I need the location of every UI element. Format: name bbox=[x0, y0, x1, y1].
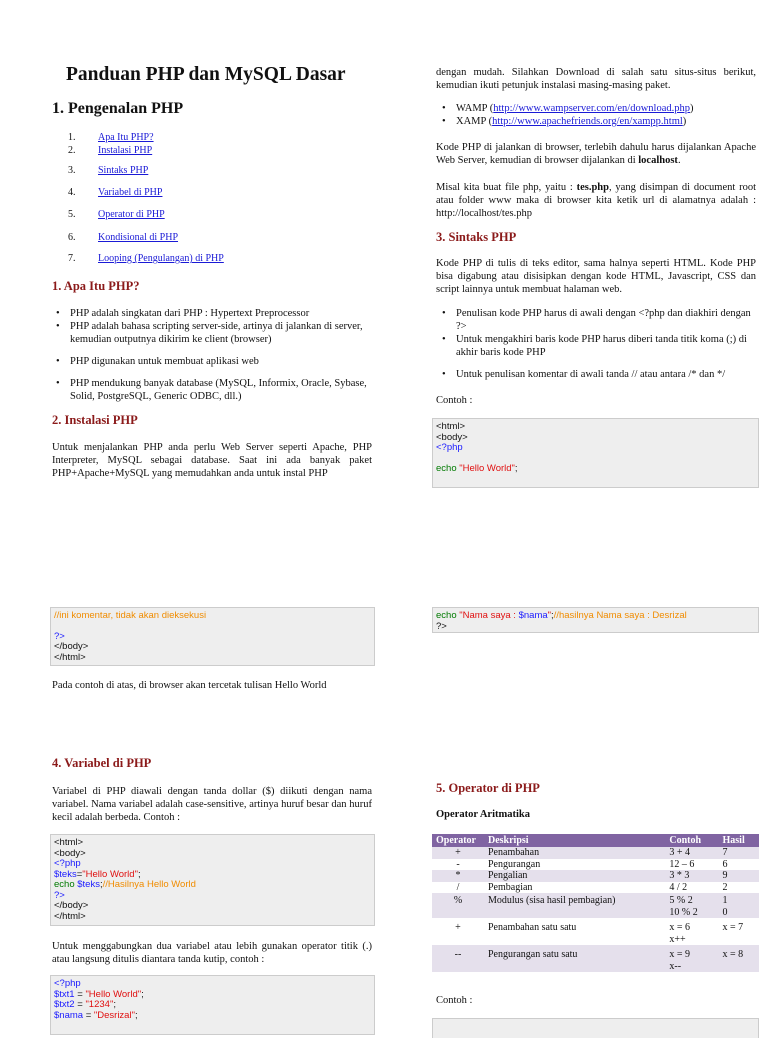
list-item: • PHP adalah singkatan dari PHP : Hypertext Preprocessor bbox=[52, 307, 374, 320]
toc-link[interactable]: Instalasi PHP bbox=[98, 145, 153, 156]
code-block-gabung: <?php $txt1 = "Hello World"; $txt2 = "1234"; $nama = "Desrizal"; bbox=[50, 975, 375, 1035]
list-item: • Untuk penulisan komentar di awali tanda // atau antara /* dan */ bbox=[438, 368, 758, 381]
sintaks-bullets bbox=[438, 307, 758, 381]
instalasi-paragraph: Untuk menjalankan PHP anda perlu Web Server seperti Apache, PHP Interpreter, MySQL sebagai database. Saat ini ada banyak paket PHP+Apache+MySQL yang memudahkan anda untuk instal PHP bbox=[52, 442, 372, 479]
toc-link[interactable]: Looping (Pengulangan) di PHP bbox=[98, 253, 224, 264]
list-item: • PHP digunakan untuk membuat aplikasi web bbox=[52, 355, 374, 368]
toc-item[interactable]: 1. Apa Itu PHP? bbox=[68, 132, 154, 143]
toc-item[interactable]: 2. Instalasi PHP bbox=[68, 145, 153, 156]
code-block-nama: echo "Nama saya : $nama";//hasilnya Nama saya : Desrizal ?> bbox=[432, 607, 759, 633]
toc-item[interactable]: 6. Kondisional di PHP bbox=[68, 232, 179, 243]
column-header: Hasil bbox=[719, 834, 760, 847]
wamp-link[interactable]: http://www.wampserver.com/en/download.php bbox=[493, 103, 690, 114]
xamp-link[interactable]: http://www.apachefriends.org/en/xampp.html bbox=[492, 116, 683, 127]
toc-item[interactable]: 4. Variabel di PHP bbox=[68, 187, 163, 198]
heading-sintaks-php: 3. Sintaks PHP bbox=[436, 230, 517, 244]
heading-apa-itu-php: 1. Apa Itu PHP? bbox=[52, 279, 140, 293]
toc-link[interactable]: Sintaks PHP bbox=[98, 165, 149, 176]
list-item: • WAMP (http://www.wampserver.com/en/download.php) bbox=[438, 102, 758, 115]
section-heading-pengenalan: 1. Pengenalan PHP bbox=[52, 100, 184, 117]
column-header: Deskripsi bbox=[484, 834, 665, 847]
apa-itu-bullets bbox=[52, 307, 374, 403]
toc-item[interactable]: 5. Operator di PHP bbox=[68, 209, 165, 220]
code-block-variabel: <html> <body> <?php $teks="Hello World"; echo $teks;//Hasilnya Hello World ?> </body> </html> bbox=[50, 834, 375, 926]
operator-table bbox=[432, 834, 759, 972]
contoh-label: Contoh : bbox=[436, 395, 473, 406]
list-item: • PHP mendukung banyak database (MySQL, Informix, Oracle, Sybase, Solid, PostgreSQL, Generic ODBC, dll.) bbox=[52, 377, 374, 403]
table-row: - Pengurangan 12 – 6 6 bbox=[432, 859, 759, 871]
heading-instalasi-php: 2. Instalasi PHP bbox=[52, 413, 138, 427]
contoh-label-operator: Contoh : bbox=[436, 995, 473, 1006]
table-row: / Pembagian 4 / 2 2 bbox=[432, 882, 759, 894]
toc-item[interactable]: 7. Looping (Pengulangan) di PHP bbox=[68, 253, 224, 264]
toc-link[interactable]: Operator di PHP bbox=[98, 209, 165, 220]
toc-link[interactable]: Variabel di PHP bbox=[98, 187, 163, 198]
contoh-result-text: Pada contoh di atas, di browser akan tercetak tulisan Hello World bbox=[52, 680, 327, 691]
toc-item[interactable]: 3. Sintaks PHP bbox=[68, 165, 149, 176]
instalasi-paragraph-3: Misal kita buat file php, yaitu : tes.php, yang disimpan di document root atau folder www maka di browser kita ketik url di alamatnya adalah : http://localhost/tes.php bbox=[436, 182, 756, 219]
instalasi-paragraph-cont: dengan mudah. Silahkan Download di salah satu situs-situs berikut, kemudian ikuti petunjuk instalasi masing-masing paket. bbox=[436, 67, 756, 91]
table-row: + Penambahan 3 + 4 7 bbox=[432, 847, 759, 859]
table-row: + Penambahan satu satu x = 6 x++ x = 7 bbox=[432, 918, 759, 945]
toc-link[interactable]: Apa Itu PHP? bbox=[98, 132, 154, 143]
list-item: • Penulisan kode PHP harus di awali dengan <?php dan diakhiri dengan ?> bbox=[438, 307, 758, 333]
heading-operator-php: 5. Operator di PHP bbox=[436, 781, 540, 795]
variabel-paragraph: Variabel di PHP diawali dengan tanda dollar ($) diikuti dengan nama variabel. Nama variabel adalah case-sensitive, artinya huruf besar dan huruf kecil adalah berbeda. Contoh : bbox=[52, 786, 372, 823]
list-item: • XAMP (http://www.apachefriends.org/en/xampp.html) bbox=[438, 115, 758, 128]
table-row: % Modulus (sisa hasil pembagian) 5 % 2 10 % 2 1 0 bbox=[432, 893, 759, 918]
code-block-hello: <html> <body> <?php echo "Hello World"; bbox=[432, 418, 759, 488]
heading-variabel-php: 4. Variabel di PHP bbox=[52, 756, 152, 770]
code-block-end: //ini komentar, tidak akan dieksekusi ?> </body> </html> bbox=[50, 607, 375, 666]
column-header: Contoh bbox=[665, 834, 718, 847]
column-header: Operator bbox=[432, 834, 484, 847]
code-block-operator bbox=[432, 1018, 759, 1038]
sintaks-paragraph: Kode PHP di tulis di teks editor, sama halnya seperti HTML. Kode PHP bisa digabung atau disisipkan dengan kode HTML, Javascript, CSS dan script lainnya untuk membuat halaman web. bbox=[436, 258, 756, 295]
download-list bbox=[438, 102, 758, 128]
variabel-paragraph-2: Untuk menggabungkan dua variabel atau lebih gunakan operator titik (.) atau langsung ditulis diantara tanda kutip, contoh : bbox=[52, 941, 372, 965]
toc-link[interactable]: Kondisional di PHP bbox=[98, 232, 179, 243]
list-item: • Untuk mengakhiri baris kode PHP harus diberi tanda titik koma (;) di akhir baris kode PHP bbox=[438, 333, 758, 359]
operator-aritmatika-subheading: Operator Aritmatika bbox=[436, 809, 530, 820]
table-row: -- Pengurangan satu satu x = 9 x-- x = 8 bbox=[432, 945, 759, 972]
list-item: • PHP adalah bahasa scripting server-side, artinya di jalankan di server, kemudian outputnya dikirim ke client (browser) bbox=[52, 320, 374, 346]
instalasi-paragraph-2: Kode PHP di jalankan di browser, terlebih dahulu harus dijalankan Apache Web Server, kemudian di browser dijalankan di localhost. bbox=[436, 142, 756, 166]
document-title: Panduan PHP dan MySQL Dasar bbox=[66, 64, 346, 85]
table-row: * Pengalian 3 * 3 9 bbox=[432, 870, 759, 882]
